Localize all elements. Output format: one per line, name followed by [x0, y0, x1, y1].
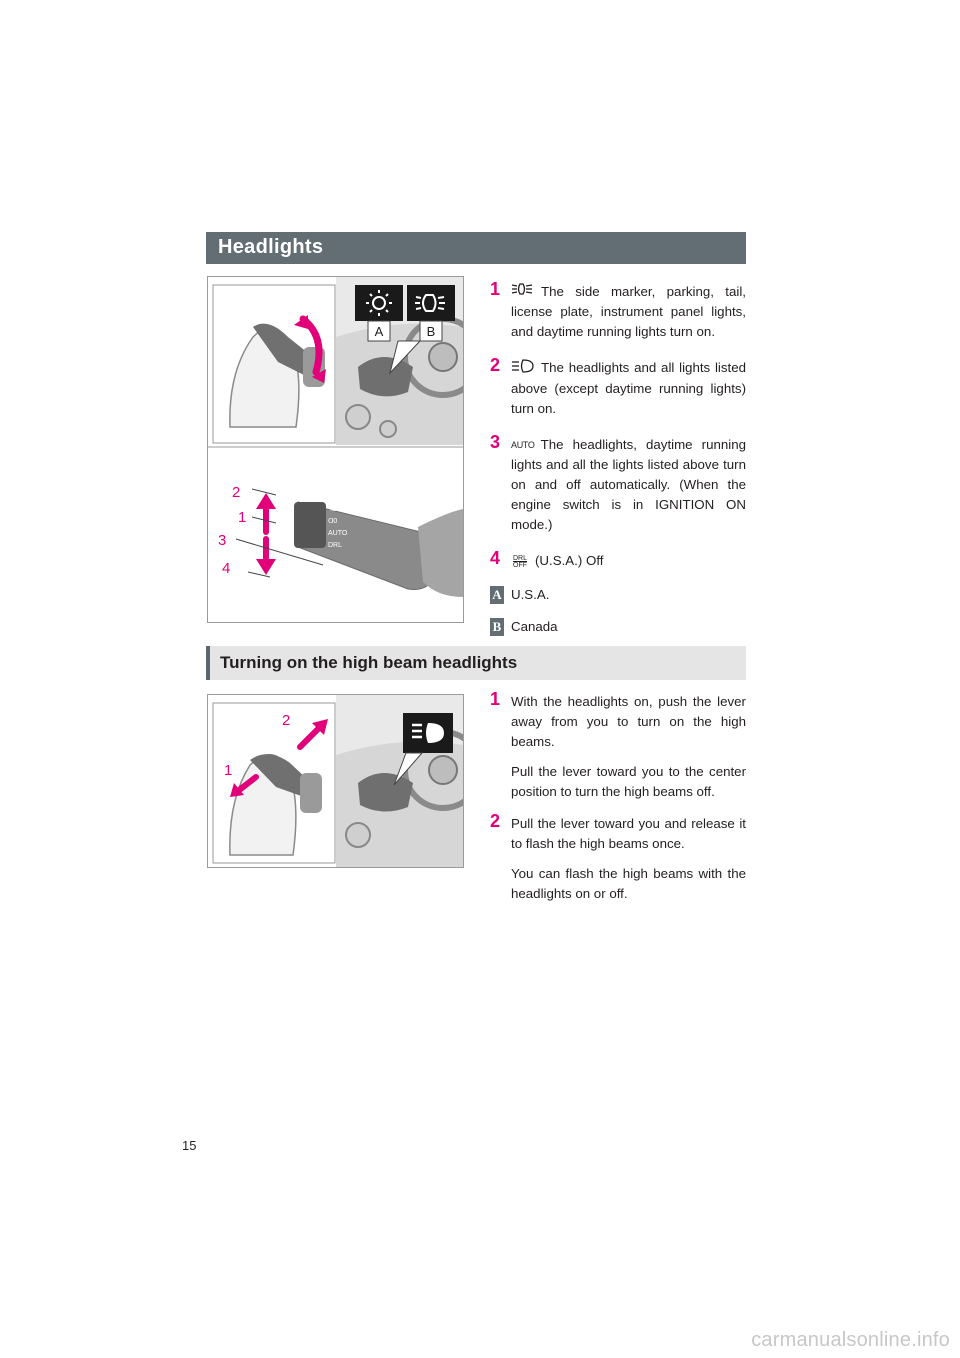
list-item	[490, 811, 746, 854]
high-beam-drawing	[208, 695, 463, 867]
item-text: (U.S.A.) Off	[535, 553, 604, 569]
item-text: The headlights, daytime running lights and all the lights listed above turn on and off automatically. (When the engine switch is in IGNITION ON mode.)	[511, 436, 746, 533]
item-number: 2	[490, 811, 501, 831]
figure-label-b: B	[426, 324, 436, 339]
headlight-switch-drawing	[208, 277, 463, 622]
svg-text:ID: ID	[330, 506, 337, 513]
item-note: You can flash the high beams with the headlights on or off.	[511, 866, 746, 901]
item-number: 4	[490, 548, 501, 569]
off-icon-text: $\overline{OFF}$	[513, 561, 527, 569]
figure-label-a: A	[374, 324, 384, 339]
svg-text:ᗡ0: ᗡ0	[328, 518, 338, 525]
side-marker-lights-icon	[511, 282, 535, 302]
item-number: 1	[490, 689, 501, 709]
item-note: Pull the lever toward you to the center position to turn the high beams off.	[511, 764, 746, 799]
item-text: The side marker, parking, tail, license plate, instrument panel lights, and daytime running lights turn on.	[511, 284, 746, 340]
watermark: carmanualsonline.info	[751, 1329, 950, 1351]
callout-2: 2	[282, 712, 291, 729]
legend-text: U.S.A.	[511, 587, 550, 602]
callout-3: 3	[218, 532, 227, 549]
item-number: 2	[490, 355, 501, 376]
item-number: 3	[490, 431, 501, 452]
page-number: 15	[182, 1138, 197, 1153]
list-item	[490, 279, 746, 342]
svg-text:AUTO: AUTO	[328, 530, 348, 537]
svg-text:DRL: DRL	[328, 542, 343, 549]
headlights-icon	[511, 359, 535, 379]
high-beam-illustration	[207, 694, 464, 868]
callout-1: 1	[224, 762, 233, 779]
legend-text: Canada	[511, 619, 558, 634]
drl-off-icon	[511, 555, 529, 569]
headlight-switch-illustration	[207, 276, 464, 623]
callout-2: 2	[232, 484, 241, 501]
section-header-high-beam	[206, 646, 746, 680]
section-title: Turning on the high beam headlights	[220, 653, 518, 672]
item-text: With the headlights on, push the lever away from you to turn on the high beams.	[511, 694, 746, 749]
list-item	[490, 689, 746, 752]
callout-4: 4	[222, 560, 231, 577]
item-text: The headlights and all lights listed above (except daytime running lights) turn on.	[511, 360, 746, 416]
list-item	[490, 548, 746, 571]
section-header-headlights	[206, 232, 746, 264]
item-text: Pull the lever toward you and release it to flash the high beams once.	[511, 816, 746, 851]
list-item	[490, 431, 746, 535]
list-item	[490, 355, 746, 418]
headlight-positions-list	[490, 279, 746, 587]
callout-1: 1	[238, 509, 247, 526]
high-beam-steps	[490, 689, 746, 916]
item-number: 1	[490, 279, 501, 299]
auto-icon: AUTO	[511, 440, 535, 451]
section-title: Headlights	[218, 236, 324, 258]
drl-icon-text: DRL	[512, 554, 527, 562]
legend-key: B	[490, 618, 504, 636]
legend-key: A	[490, 586, 504, 604]
